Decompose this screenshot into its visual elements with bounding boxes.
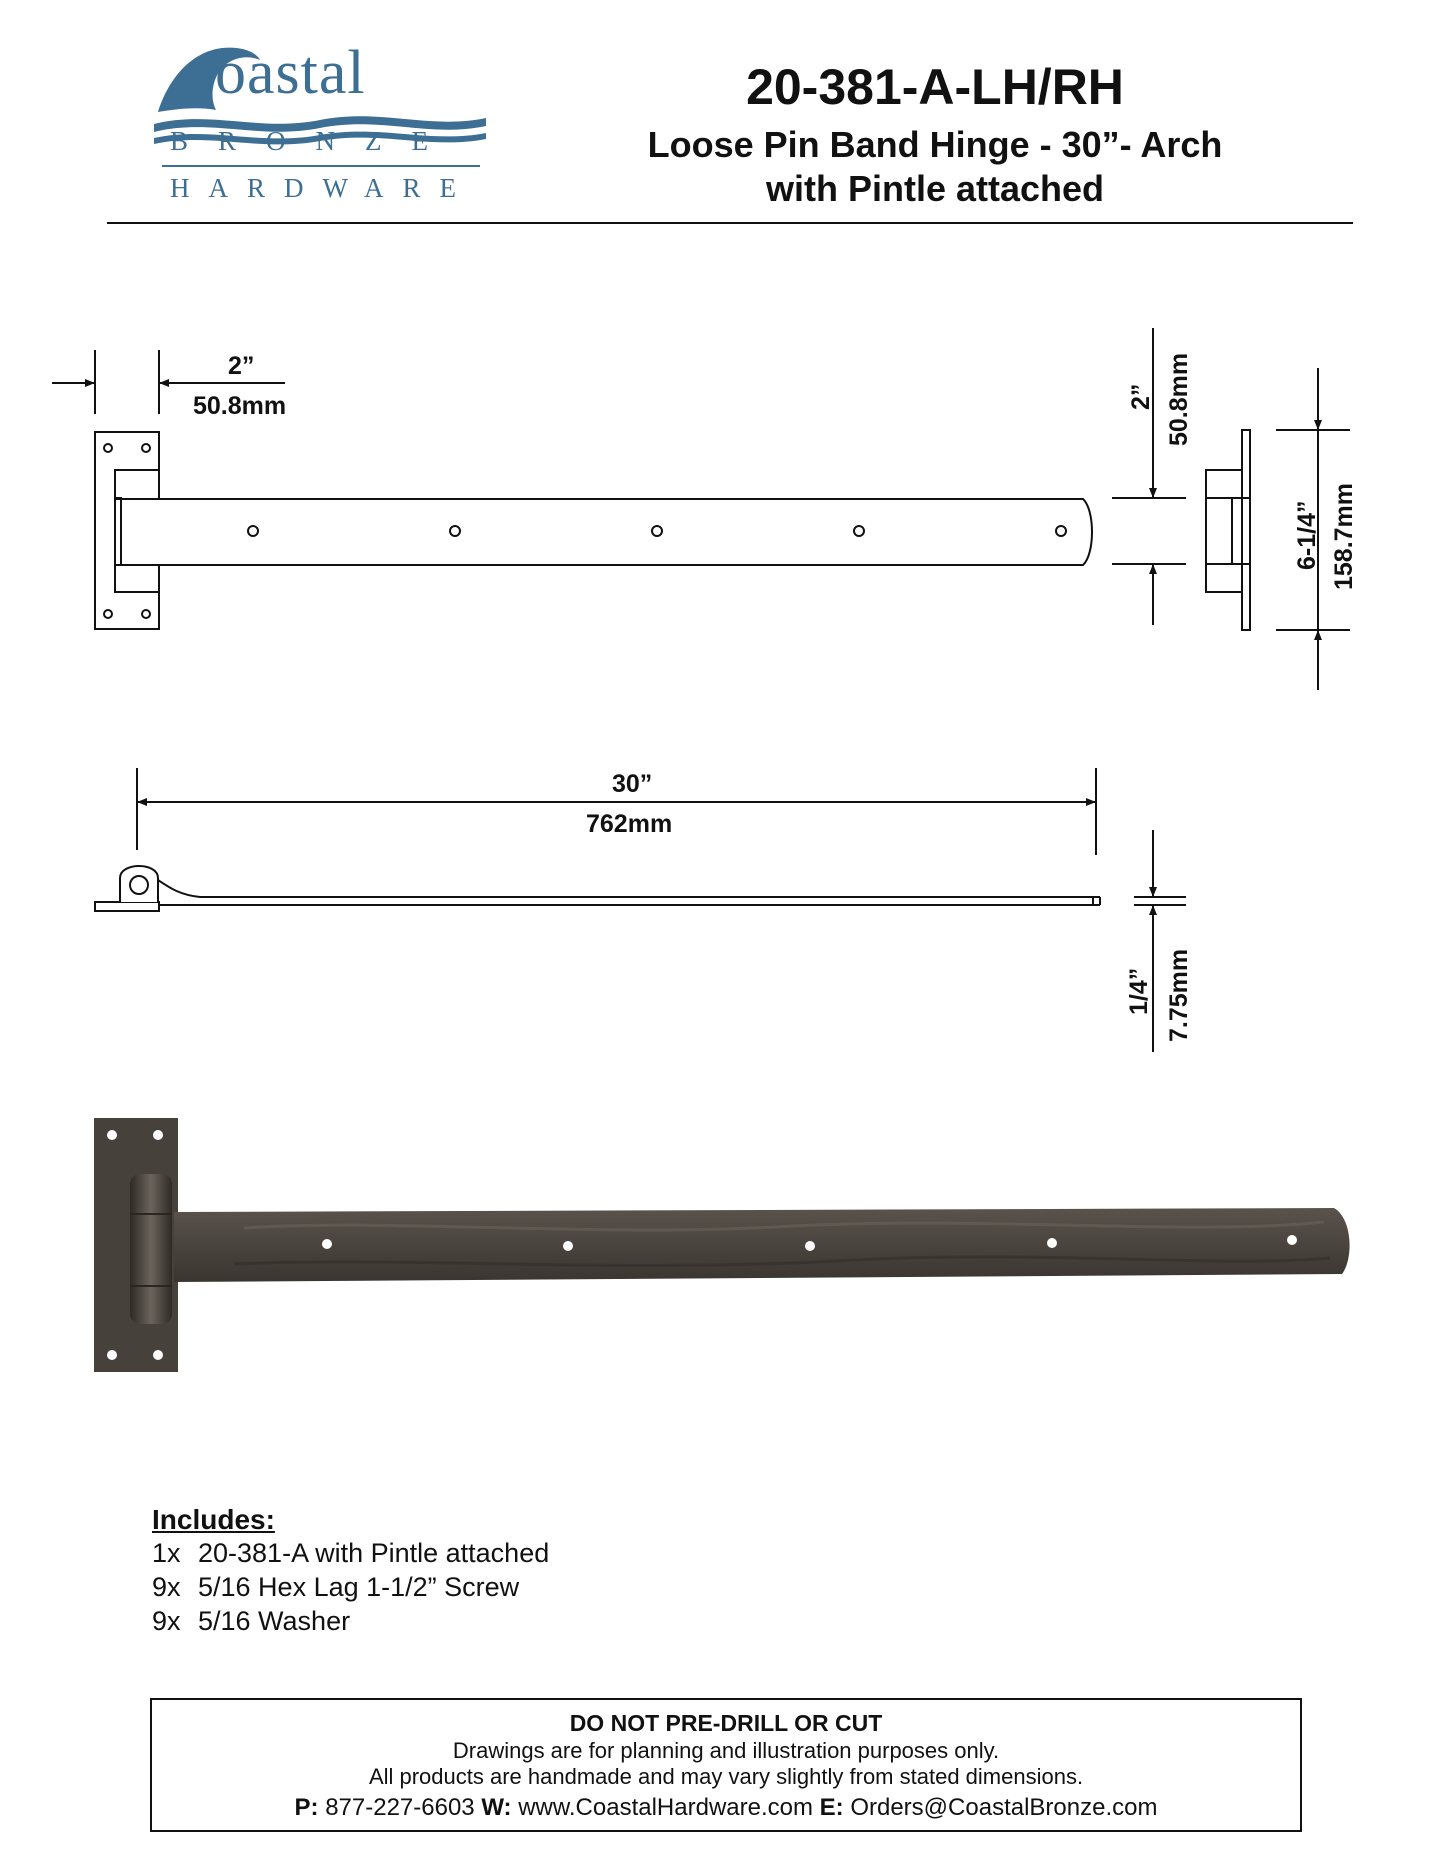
footer-warning: DO NOT PRE-DRILL OR CUT: [569, 1710, 883, 1736]
includes-item: [152, 1538, 549, 1569]
strap-width-in-label: 2”: [1127, 383, 1155, 410]
thickness-mm-label: 7.75mm: [1165, 948, 1193, 1042]
product-photo: [94, 1118, 1359, 1380]
includes-heading: Includes:: [152, 1504, 275, 1535]
footer-disclaimer-1: Drawings are for planning and illustration purposes only.: [452, 1738, 1000, 1763]
product-title-line2: with Pintle attached: [765, 168, 1105, 209]
includes-item: [152, 1606, 350, 1637]
footer-disclaimer-2: All products are handmade and may vary slightly from stated dimensions.: [368, 1764, 1084, 1789]
plate-width-in-label: 2”: [228, 352, 255, 380]
length-in-label: 30”: [612, 770, 653, 798]
strap-width-mm-label: 50.8mm: [1165, 352, 1193, 446]
includes-item-desc: 20-381-A with Pintle attached: [198, 1538, 550, 1568]
top-view-hinge: [95, 432, 1092, 629]
includes-item-qty: 9x: [152, 1572, 181, 1602]
phone-label: P:: [294, 1794, 319, 1821]
logo-hardware: HARDWARE: [170, 173, 475, 203]
email-label: E:: [819, 1794, 844, 1821]
includes-item-desc: 5/16 Washer: [198, 1606, 351, 1636]
includes-item: [152, 1572, 519, 1603]
plate-width-mm-label: 50.8mm: [193, 392, 287, 420]
includes-item-desc: 5/16 Hex Lag 1-1/2” Screw: [198, 1572, 520, 1602]
email-link[interactable]: Orders@CoastalBronze.com: [850, 1794, 1158, 1821]
logo-bronze: BRONZE: [170, 126, 458, 156]
includes-item-qty: 9x: [152, 1606, 181, 1636]
plate-height-mm-label: 158.7mm: [1330, 482, 1358, 590]
footer-contact: [152, 1794, 1300, 1822]
profile-view-hinge: [95, 866, 1100, 911]
web-label: W:: [481, 1794, 512, 1821]
website-link[interactable]: www.CoastalHardware.com: [518, 1794, 813, 1821]
product-code: 20-381-A-LH/RH: [746, 59, 1124, 115]
includes-item-qty: 1x: [152, 1538, 181, 1568]
thickness-in-label: 1/4”: [1125, 967, 1153, 1015]
plate-height-in-label: 6-1/4”: [1293, 500, 1321, 570]
length-mm-label: 762mm: [586, 810, 673, 838]
logo-wordmark: oastal: [215, 39, 366, 107]
footer-notice-box: [150, 1698, 1302, 1832]
phone-number[interactable]: 877-227-6603: [325, 1794, 475, 1821]
side-view-pintle: [1206, 430, 1250, 630]
product-title-line1: Loose Pin Band Hinge - 30”- Arch: [647, 124, 1223, 165]
